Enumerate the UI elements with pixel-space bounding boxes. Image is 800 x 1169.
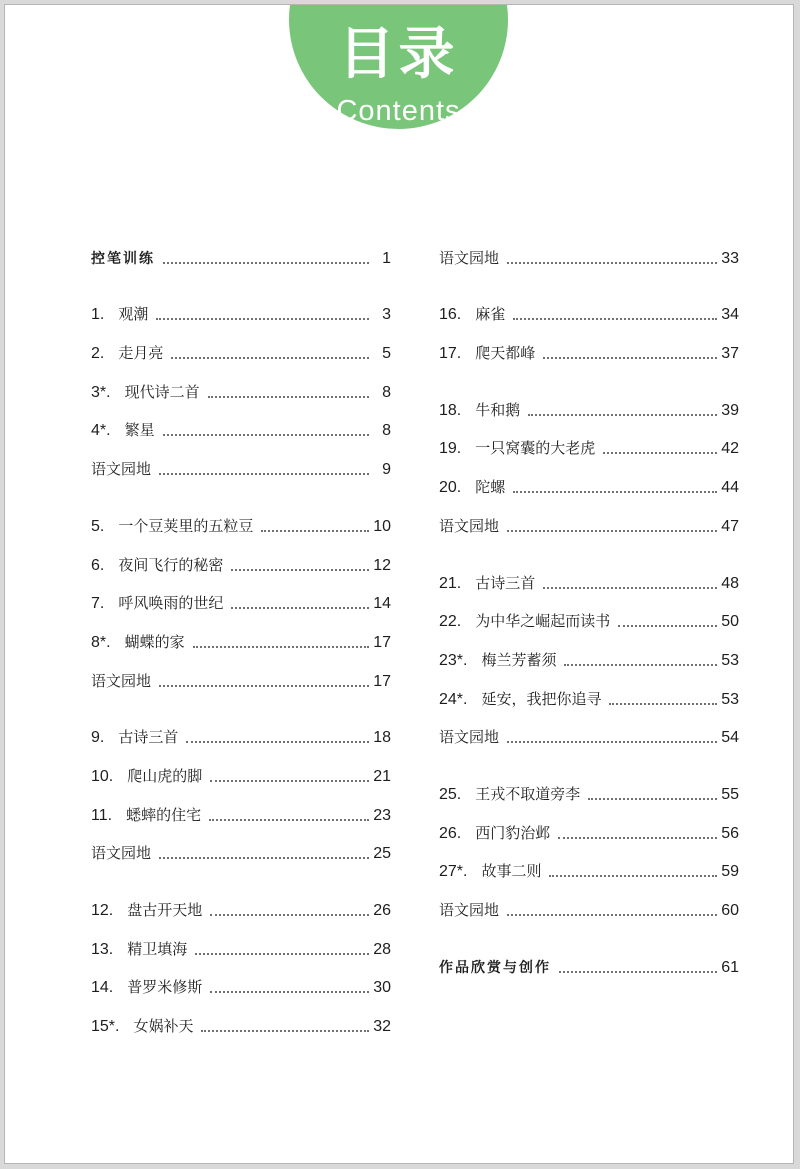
- entry-number: 27*.: [439, 863, 468, 881]
- toc-page: [4, 4, 794, 1164]
- entry-number: 19.: [439, 440, 462, 458]
- toc-entry[interactable]: [91, 229, 391, 268]
- toc-entry[interactable]: [91, 613, 391, 652]
- dot-leader: [528, 414, 717, 416]
- entry-title: 语文园地: [439, 248, 500, 267]
- dot-leader: [195, 953, 369, 955]
- toc-entry[interactable]: [91, 286, 391, 325]
- entry-title: 梅兰芳蓄须: [481, 650, 557, 669]
- entry-page-number: 8: [382, 422, 391, 440]
- toc-group: [91, 881, 391, 1036]
- dot-leader: [231, 607, 369, 609]
- toc-entry[interactable]: [91, 363, 391, 402]
- toc-entry[interactable]: [91, 786, 391, 825]
- entry-page-number: 23: [373, 806, 391, 824]
- toc-group: [439, 286, 739, 363]
- toc-entry[interactable]: [91, 497, 391, 536]
- dot-leader: [507, 530, 717, 532]
- entry-number: 25.: [439, 785, 462, 803]
- dot-leader: [513, 491, 717, 493]
- entry-number: 8*.: [91, 633, 111, 651]
- entry-title: 盘古开天地: [127, 901, 203, 919]
- toc-entry[interactable]: [439, 420, 739, 459]
- entry-page-number: 53: [721, 690, 739, 708]
- toc-entry[interactable]: [91, 881, 391, 920]
- entry-number: 14.: [91, 979, 114, 997]
- entry-title: 夜间飞行的秘密: [118, 555, 224, 574]
- entry-number: 12.: [91, 902, 114, 919]
- entry-number: 24*.: [439, 690, 468, 708]
- entry-title: 麻雀: [475, 305, 506, 324]
- toc-entry[interactable]: [91, 536, 391, 575]
- entry-page-number: 60: [721, 902, 739, 919]
- page-title: 目录: [338, 22, 459, 87]
- entry-number: 2.: [91, 345, 105, 363]
- entry-number: 9.: [91, 729, 105, 747]
- entry-number: 16.: [439, 306, 462, 324]
- dot-leader: [159, 857, 369, 859]
- entry-title: 一个豆荚里的五粒豆: [118, 516, 254, 535]
- entry-page-number: 48: [721, 574, 739, 592]
- toc-entry[interactable]: [91, 324, 391, 363]
- entry-page-number: 17: [373, 633, 391, 651]
- entry-page-number: 53: [721, 651, 739, 669]
- entry-title: 精卫填海: [127, 939, 188, 958]
- entry-title: 爬天都峰: [475, 344, 536, 363]
- dot-leader: [543, 357, 717, 359]
- entry-title: 语文园地: [91, 671, 152, 690]
- toc-column-left: [91, 229, 391, 1036]
- entry-page-number: 61: [721, 958, 739, 976]
- entry-page-number: 30: [373, 979, 391, 997]
- toc-group: [91, 286, 391, 479]
- toc-entry[interactable]: [439, 324, 739, 363]
- toc-entry[interactable]: [91, 997, 391, 1036]
- toc-group: [439, 938, 739, 977]
- entry-number: 21.: [439, 574, 462, 592]
- entry-page-number: 55: [721, 785, 739, 803]
- dot-leader: [559, 971, 717, 973]
- entry-page-number: 34: [721, 306, 739, 324]
- entry-title: 走月亮: [118, 344, 164, 363]
- toc-entry[interactable]: [439, 554, 739, 593]
- entry-number: 5.: [91, 517, 105, 535]
- entry-title: 语文园地: [91, 460, 152, 479]
- dot-leader: [603, 452, 717, 454]
- dot-leader: [564, 664, 717, 666]
- dot-leader: [507, 914, 717, 916]
- toc-entry[interactable]: [439, 381, 739, 420]
- entry-title: 呼风唤雨的世纪: [118, 594, 224, 613]
- dot-leader: [163, 262, 369, 264]
- entry-number: 15*.: [91, 1018, 120, 1036]
- toc-entry[interactable]: [439, 458, 739, 497]
- entry-page-number: 50: [721, 613, 739, 631]
- entry-title: 女娲补天: [133, 1017, 194, 1036]
- contents-badge: [289, 4, 508, 129]
- entry-number: 11.: [91, 806, 113, 824]
- entry-page-number: 39: [721, 401, 739, 419]
- toc-entry[interactable]: [91, 402, 391, 441]
- entry-number: 22.: [439, 613, 462, 631]
- dot-leader: [193, 646, 369, 648]
- entry-page-number: 9: [382, 461, 391, 479]
- toc-entry[interactable]: [439, 229, 739, 268]
- toc-entry[interactable]: [439, 843, 739, 882]
- toc-group: [439, 381, 739, 536]
- entry-number: 4*.: [91, 422, 111, 440]
- toc-entry[interactable]: [439, 881, 739, 920]
- toc-entry[interactable]: [439, 286, 739, 325]
- entry-title: 为中华之崛起而读书: [475, 612, 611, 631]
- toc-entry[interactable]: [91, 709, 391, 748]
- toc-group: [439, 765, 739, 920]
- dot-leader: [210, 991, 369, 993]
- entry-page-number: 37: [721, 345, 739, 363]
- toc-group: [91, 497, 391, 690]
- entry-page-number: 1: [382, 249, 391, 267]
- entry-title: 西门豹治邺: [475, 823, 551, 842]
- dot-leader: [261, 530, 369, 532]
- entry-title: 观潮: [118, 305, 149, 324]
- dot-leader: [171, 357, 369, 359]
- toc-entry[interactable]: [91, 440, 391, 479]
- entry-title: 繁星: [124, 421, 155, 440]
- entry-page-number: 3: [382, 306, 391, 324]
- toc-group: [439, 229, 739, 268]
- dot-leader: [588, 798, 717, 800]
- entry-number: 18.: [439, 401, 462, 419]
- entry-number: 3*.: [91, 383, 111, 401]
- entry-number: 13.: [91, 940, 114, 958]
- dot-leader: [609, 703, 717, 705]
- entry-title: 一只窝囊的大老虎: [475, 439, 596, 458]
- toc-entry[interactable]: [91, 652, 391, 691]
- toc-group: [91, 229, 391, 268]
- toc-entry[interactable]: [91, 575, 391, 614]
- dot-leader: [513, 318, 717, 320]
- entry-page-number: 10: [373, 517, 391, 535]
- toc-entry[interactable]: [439, 765, 739, 804]
- dot-leader: [558, 837, 717, 839]
- dot-leader: [618, 625, 717, 627]
- entry-page-number: 32: [373, 1018, 391, 1036]
- dot-leader: [210, 780, 369, 782]
- entry-page-number: 17: [373, 672, 391, 690]
- dot-leader: [209, 819, 369, 821]
- toc-entry[interactable]: [91, 920, 391, 959]
- entry-page-number: 12: [373, 556, 391, 574]
- toc-entry[interactable]: [91, 959, 391, 998]
- dot-leader: [507, 741, 717, 743]
- entry-title: 故事二则: [481, 862, 542, 881]
- entry-page-number: 8: [382, 383, 391, 401]
- toc-entry[interactable]: [439, 593, 739, 632]
- entry-page-number: 21: [373, 767, 391, 785]
- entry-title: 普罗米修斯: [127, 978, 203, 997]
- entry-title: 作品欣赏与创作: [439, 959, 551, 976]
- entry-page-number: 42: [721, 440, 739, 458]
- toc-entry[interactable]: [439, 670, 739, 709]
- entry-title: 现代诗二首: [124, 382, 200, 401]
- entry-title: 语文园地: [439, 516, 500, 535]
- entry-title: 古诗三首: [118, 728, 179, 747]
- entry-number: 23*.: [439, 651, 468, 669]
- dot-leader: [159, 473, 369, 475]
- dot-leader: [186, 741, 369, 743]
- dot-leader: [163, 434, 369, 436]
- entry-number: 20.: [439, 479, 462, 497]
- entry-title: 爬山虎的脚: [127, 766, 203, 785]
- dot-leader: [156, 318, 369, 320]
- dot-leader: [549, 875, 717, 877]
- toc-entry[interactable]: [439, 938, 739, 977]
- page-subtitle: Contents: [336, 95, 461, 127]
- entry-title: 古诗三首: [475, 573, 536, 592]
- entry-page-number: 59: [721, 863, 739, 881]
- entry-page-number: 28: [373, 940, 391, 958]
- entry-title: 语文园地: [439, 901, 500, 919]
- entry-page-number: 25: [373, 845, 391, 863]
- entry-page-number: 44: [721, 479, 739, 497]
- entry-number: 7.: [91, 595, 105, 613]
- dot-leader: [201, 1030, 369, 1032]
- entry-page-number: 56: [721, 824, 739, 842]
- entry-title: 蟋蟀的住宅: [126, 805, 202, 824]
- entry-page-number: 18: [373, 729, 391, 747]
- entry-title: 语文园地: [91, 844, 152, 863]
- dot-leader: [208, 396, 369, 398]
- toc-entry[interactable]: [439, 709, 739, 748]
- entry-number: 17.: [439, 345, 462, 363]
- entry-title: 语文园地: [439, 728, 500, 747]
- toc-entry[interactable]: [91, 747, 391, 786]
- entry-page-number: 47: [721, 517, 739, 535]
- toc-entry[interactable]: [439, 804, 739, 843]
- dot-leader: [507, 262, 717, 264]
- dot-leader: [159, 685, 369, 687]
- entry-title: 延安，我把你追寻: [481, 689, 602, 708]
- dot-leader: [543, 587, 717, 589]
- entry-number: 1.: [91, 306, 105, 324]
- entry-number: 6.: [91, 556, 105, 574]
- toc-entry[interactable]: [439, 497, 739, 536]
- entry-title: 控笔训练: [91, 250, 155, 267]
- dot-leader: [231, 569, 369, 571]
- toc-column-right: [439, 229, 739, 977]
- entry-page-number: 14: [373, 595, 391, 613]
- toc-group: [91, 709, 391, 864]
- entry-page-number: 26: [373, 902, 391, 919]
- entry-page-number: 5: [382, 345, 391, 363]
- toc-group: [439, 554, 739, 747]
- entry-title: 陀螺: [475, 478, 506, 497]
- entry-page-number: 54: [721, 729, 739, 747]
- dot-leader: [210, 914, 369, 916]
- entry-title: 王戎不取道旁李: [475, 784, 581, 803]
- toc-entry[interactable]: [439, 631, 739, 670]
- entry-number: 26.: [439, 824, 462, 842]
- toc-entry[interactable]: [91, 825, 391, 864]
- entry-title: 蝴蝶的家: [124, 632, 185, 651]
- entry-page-number: 33: [721, 249, 739, 267]
- entry-title: 牛和鹅: [475, 400, 521, 419]
- entry-number: 10.: [91, 767, 114, 785]
